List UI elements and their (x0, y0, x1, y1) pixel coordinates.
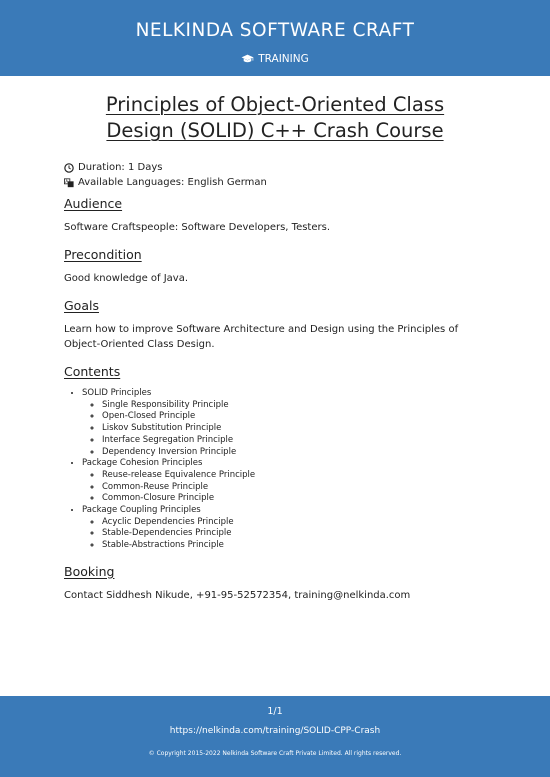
list-item: ◦ Interface Segregation Principle (102, 435, 494, 447)
languages-text: Available Languages: English German (78, 177, 267, 188)
clock-icon (64, 163, 74, 173)
goals-heading: Goals (64, 298, 99, 313)
brand-name: NELKINDA SOFTWARE CRAFT (135, 20, 415, 41)
contents-list (64, 388, 494, 552)
list-item: ◦ Stable-Abstractions Principle (102, 540, 494, 552)
course-title-line-1: Principles of Object-Oriented Class (105, 93, 445, 116)
course-meta (64, 160, 267, 190)
booking-heading: Booking (64, 563, 115, 579)
contents-group-label: Package Coupling Principles (82, 505, 201, 516)
goals-text: Learn how to improve Software Architecture and Design using the Principles of Object-Oriented Class Design. (64, 324, 459, 350)
audience-heading: Audience (64, 196, 123, 211)
list-item: ◦ Common-Reuse Principle (102, 482, 494, 494)
contents-group-label: Package Cohesion Principles (82, 458, 203, 469)
course-url-link[interactable]: https://nelkinda.com/training/SOLID-CPP-Crash (169, 726, 381, 736)
svg-text:A: A (65, 178, 69, 184)
course-title (40, 92, 510, 144)
contents-heading: Contents (64, 364, 121, 379)
list-item: ◦ Open-Closed Principle (102, 411, 494, 423)
list-item: ◦ Acyclic Dependencies Principle (102, 517, 494, 529)
course-content (64, 196, 494, 615)
training-label-row (0, 52, 550, 66)
duration-row (64, 160, 267, 175)
list-item (82, 388, 494, 458)
booking-text: Contact Siddhesh Nikude, +91-95-52572354, training@nelkinda.com (64, 589, 411, 601)
copyright-text: © Copyright 2015-2022 Nelkinda Software Craft Private Limited. All rights reserved. (148, 750, 402, 757)
list-item: ◦ Common-Closure Principle (102, 493, 494, 505)
precondition-heading: Precondition (64, 247, 142, 262)
page-footer (0, 696, 550, 777)
page-header (0, 0, 550, 76)
duration-text: Duration: 1 Days (78, 162, 163, 173)
list-item (82, 505, 494, 552)
list-item (82, 458, 494, 505)
training-label: TRAINING (258, 53, 309, 65)
contents-sublist (82, 400, 494, 459)
languages-row (64, 175, 267, 190)
audience-text: Software Craftspeople: Software Developers, Testers. (64, 222, 331, 233)
contents-sublist (82, 517, 494, 552)
list-item: ◦ Liskov Substitution Principle (102, 423, 494, 435)
page-number: 1/1 (267, 706, 283, 717)
precondition-text: Good knowledge of Java. (64, 273, 189, 284)
list-item: ◦ Dependency Inversion Principle (102, 447, 494, 459)
course-title-line-2: Design (SOLID) C++ Crash Course (106, 119, 444, 142)
list-item: ◦ Reuse-release Equivalence Principle (102, 470, 494, 482)
language-icon (64, 178, 74, 188)
list-item: ◦ Single Responsibility Principle (102, 400, 494, 412)
contents-group-label: SOLID Principles (82, 388, 152, 398)
list-item: ◦ Stable-Dependencies Principle (102, 528, 494, 540)
graduation-cap-icon (241, 54, 254, 64)
contents-sublist (82, 470, 494, 505)
